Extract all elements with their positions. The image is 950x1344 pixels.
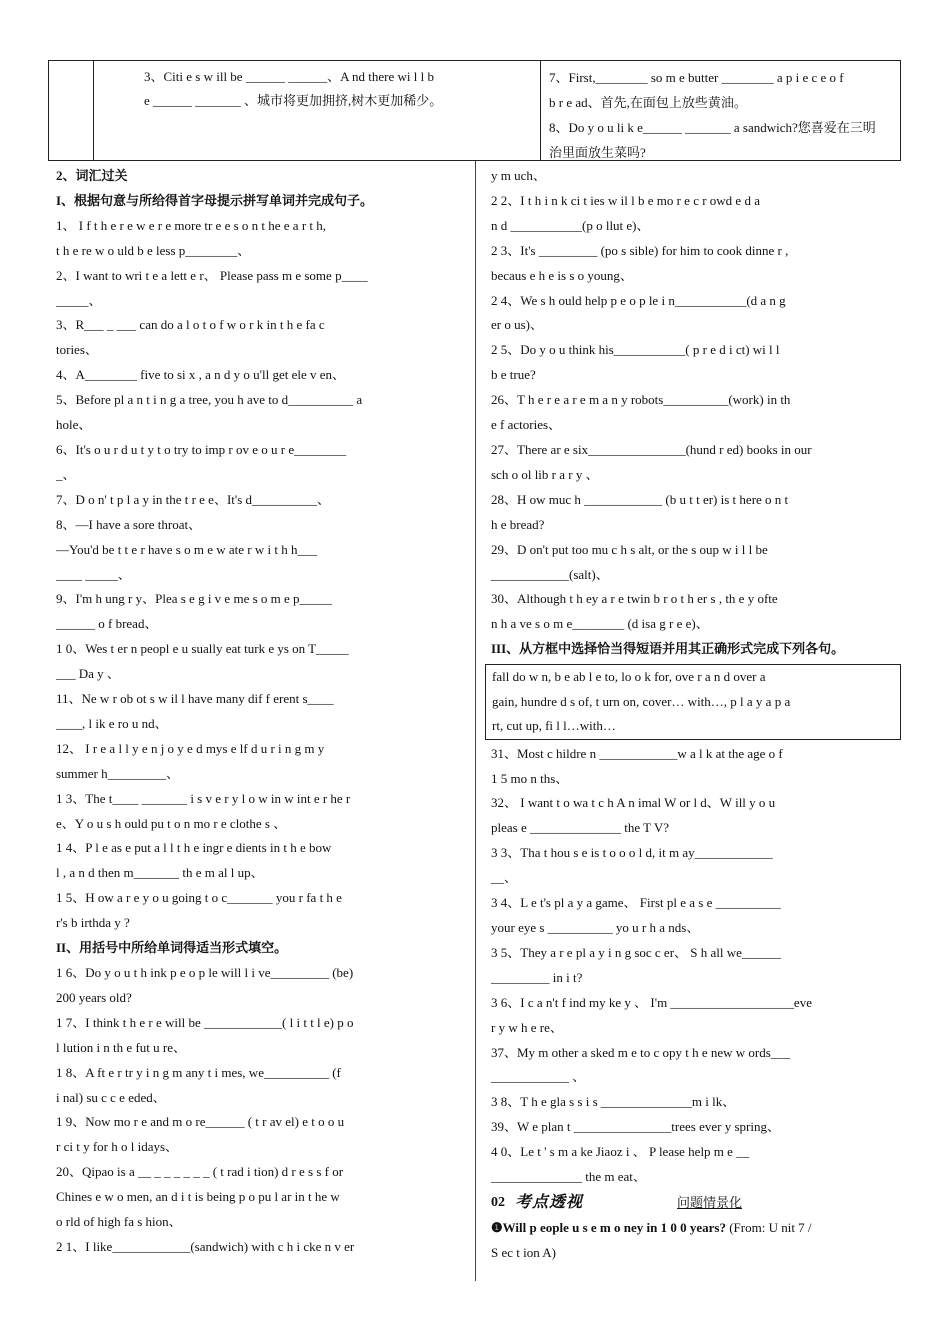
exercise-line: 26、T h e r e a r e m a n y robots__________(work) in th <box>491 392 791 408</box>
left-column <box>56 164 460 1260</box>
top-table <box>48 60 901 161</box>
exercise-line: hole、 <box>56 417 92 433</box>
exercise-line: 1 8、A ft e r tr y i n g m any t i mes, we__________ (f <box>56 1064 341 1080</box>
exercise-line: becaus e h e is s o young、 <box>491 267 633 283</box>
text-line: b r e ad、首先,在面包上放些黄油。 <box>549 95 747 110</box>
exercise-line: 1 5 mo n ths、 <box>491 770 569 786</box>
exercise-line: gain, hundre d s of, t urn on, cover… with…, p l a y a p a <box>492 693 791 709</box>
exercise-line: Chines e w o men, an d i t is being p o pu l ar in t he w <box>56 1189 340 1205</box>
exercise-line: l , a n d then m_______ th e m al l up、 <box>56 865 264 881</box>
exercise-line: 3 6、I c a n't f ind my ke y 、 I'm ___________________eve <box>491 994 812 1010</box>
exercise-line: n d ___________(p o llut e)、 <box>491 217 650 233</box>
section-tag <box>491 1191 895 1216</box>
exercise-line: 2 4、We s h ould help p e o p le i n___________(d a n g <box>491 292 786 308</box>
exercise-line: 4、A________ five to si x , a n d y o u'll get ele v en、 <box>56 367 346 383</box>
section-heading: I、根据句意与所给得首字母提示拼写单词并完成句子。 <box>56 192 374 208</box>
exercise-line: 2 2、I t h i n k ci t ies w il l b e mo r e c r owd e d a <box>491 192 760 208</box>
exercise-line: 29、D on't put too mu c h s alt, or the s oup w i l l be <box>491 541 768 557</box>
exercise-line: 11、Ne w r ob ot s w il l have many dif f erent s____ <box>56 691 334 707</box>
exercise-line: 30、Although t h ey a r e twin b r o t h er s , th e y ofte <box>491 591 778 607</box>
exercise-line: e f actories、 <box>491 417 562 433</box>
exercise-line: 2 1、I like____________(sandwich) with c h i cke n v er <box>56 1238 355 1254</box>
exercise-line: 32、 I want t o wa t c h A n imal W or l d、W ill y o u <box>491 795 776 811</box>
section-heading: II、用括号中所给单词得适当形式填空。 <box>56 940 288 956</box>
final-question-source: (From: U nit 7 / <box>729 1219 812 1235</box>
exercise-line: b e true? <box>491 367 536 383</box>
exercise-line: ____________ 、 <box>491 1069 586 1085</box>
exercise-line: h e bread? <box>491 516 545 532</box>
exercise-line: rt, cut up, fi l l…with… <box>492 718 616 734</box>
text-line: e ______ _______ 、城市将更加拥挤,树木更加稀少。 <box>144 93 443 108</box>
exercise-line: 20、Qipao is a __ _ _ _ _ _ _ ( t rad i tion) d r e s s f or <box>56 1164 344 1180</box>
exercise-line: 7、D o n' t p l a y in the t r e e、It's d__________、 <box>56 491 331 507</box>
exercise-line: _________ in i t? <box>491 969 583 985</box>
exercise-line: 27、There ar e six_______________(hund r ed) books in our <box>491 441 812 457</box>
text-line: 治里面放生菜吗? <box>549 145 646 160</box>
exercise-line: l lution i n th e fut u re、 <box>56 1039 186 1055</box>
exercise-line: ______ o f bread、 <box>56 616 158 632</box>
exercise-line: 5、Before pl a n t i n g a tree, you h ave to d__________ a <box>56 392 363 408</box>
section-title: 考点透视 <box>515 1193 584 1211</box>
exercise-line: _____、 <box>56 292 102 308</box>
exercise-line: 2 5、Do y o u think his___________( p r e d i ct) wi l l <box>491 342 780 358</box>
exercise-line: 3 4、L e t's pl a y a game、 First pl e a s e __________ <box>491 895 781 911</box>
exercise-line: 2、I want to wri t e a lett e r、 Please pass m e some p____ <box>56 267 368 283</box>
right-column <box>491 164 895 1266</box>
exercise-line: 37、My m other a sked m e to c opy t h e new w ords___ <box>491 1044 791 1060</box>
text-line: 8、Do y o u li k e______ _______ a sandwich?您喜爱在三明 <box>549 120 876 135</box>
exercise-line: 12、 I r e a l l y e n j o y e d mys e lf d u r i n g m y <box>56 740 325 756</box>
exercise-line: ______________ the m eat、 <box>491 1169 646 1185</box>
exercise-line: r's b irthda y ? <box>56 915 130 931</box>
exercise-line: fall do w n, b e ab l e to, lo o k for, ove r a n d over a <box>492 669 766 685</box>
exercise-line: er o us)、 <box>491 317 543 333</box>
top-table-left-cell <box>94 61 541 160</box>
exercise-line: 6、It's o u r d u t y t o try to imp r ov e o u r e________ <box>56 441 347 457</box>
exercise-line: 3、R___ _ ___ can do a l o t o f w o r k in t h e fa c <box>56 317 325 333</box>
exercise-line: summer h_________、 <box>56 765 180 781</box>
exercise-line: 9、I'm h ung r y、Plea s e g i v e me s o m e p_____ <box>56 591 333 607</box>
exercise-line: 1、 I f t h e r e w e r e more tr e e s o n t he e a r t h, <box>56 217 327 233</box>
exercise-line: 1 9、Now mo r e and m o re______ ( t r av el) e t o o u <box>56 1114 345 1130</box>
exercise-line: 1 3、The t____ _______ i s v e r y l o w in w int e r he r <box>56 790 351 806</box>
exercise-line: 1 0、Wes t er n peopl e u sually eat turk e ys on T_____ <box>56 641 349 657</box>
final-question-line2: S ec t ion A) <box>491 1244 556 1260</box>
phrase-box <box>485 664 901 740</box>
exercise-line: 4 0、Le t ' s m a ke Jiaoz i 、 P lease help m e __ <box>491 1144 750 1160</box>
exercise-line: e、Y o u s h ould pu t o n mo r e clothe s 、 <box>56 815 287 831</box>
exercise-line: 2 3、It's _________ (po s sible) for him to cook dinne r , <box>491 242 789 258</box>
final-question-bold: ❶Will p eople u s e m o ney in 1 0 0 years? <box>491 1219 726 1235</box>
section-number: 02 <box>491 1194 505 1210</box>
exercise-line: i nal) su c c e eded、 <box>56 1089 166 1105</box>
exercise-line: r y w h e re、 <box>491 1019 563 1035</box>
exercise-line: o rld of high fa s hion、 <box>56 1214 182 1230</box>
exercise-line: 8、—I have a sore throat、 <box>56 516 202 532</box>
exercise-line: sch o ol lib r a r y 、 <box>491 466 599 482</box>
exercise-line: y m uch、 <box>491 168 546 183</box>
exercise-line: _、 <box>56 466 76 482</box>
right-column-part-1 <box>491 164 895 662</box>
final-question <box>491 1216 895 1241</box>
top-table-right-cell <box>541 61 900 160</box>
text-line: 7、First,________ so m e butter ________ a p i e c e o f <box>549 70 844 85</box>
exercise-line: 28、H ow muc h ____________ (b u t t er) is t here o n t <box>491 491 789 507</box>
exercise-line: 3 5、They a r e pl a y i n g soc c er、 S h all we______ <box>491 944 781 960</box>
exercise-line: tories、 <box>56 342 98 358</box>
exercise-line: ____, l ik e ro u nd、 <box>56 715 168 731</box>
exercise-line: t h e re w o uld b e less p________、 <box>56 242 251 258</box>
exercise-line: 3 8、T h e gla s s i s ______________m i lk、 <box>491 1094 736 1110</box>
exercise-line: ____ _____、 <box>56 566 131 582</box>
exercise-line: your eye s __________ yo u r h a nds、 <box>491 919 700 935</box>
exercise-line: 39、W e plan t _______________trees ever y spring、 <box>491 1119 780 1135</box>
exercise-line: 1 7、I think t h e r e will be ____________( l i t t l e) p o <box>56 1014 354 1030</box>
exercise-line: ___ Da y 、 <box>56 666 120 682</box>
column-divider <box>475 161 476 1281</box>
exercise-line: __、 <box>491 870 518 886</box>
section-heading: III、从方框中选择恰当得短语并用其正确形式完成下列各句。 <box>491 641 845 657</box>
right-column-part-2 <box>491 742 895 1190</box>
section-heading: 2、词汇过关 <box>56 168 128 183</box>
exercise-line: n h a ve s o m e________ (d isa g r e e)、 <box>491 616 709 632</box>
text-line: 3、Citi e s w ill be ______ ______、A nd there wi l l b <box>144 69 434 84</box>
top-table-empty-cell <box>49 61 94 160</box>
exercise-line: 3 3、Tha t hou s e is t o o o l d, it m ay____________ <box>491 845 773 861</box>
exercise-line: 200 years old? <box>56 989 132 1005</box>
exercise-line: 1 6、Do y o u t h ink p e o p le will l i ve_________ (be) <box>56 965 354 980</box>
exercise-line: —You'd be t t e r have s o m e w ate r w i t h h___ <box>56 541 317 557</box>
exercise-line: ____________(salt)、 <box>491 566 609 582</box>
exercise-line: r ci t y for h o l idays、 <box>56 1139 179 1155</box>
exercise-line: pleas e ______________ the T V? <box>491 820 670 836</box>
exercise-line: 31、Most c hildre n ____________w a l k at the age o f <box>491 745 783 761</box>
section-subtitle: 问题情景化 <box>677 1194 743 1210</box>
exercise-line: 1 4、P l e as e put a l l t h e ingr e dients in t h e bow <box>56 840 332 856</box>
exercise-line: 1 5、H ow a r e y o u going t o c_______ you r fa t h e <box>56 890 342 906</box>
